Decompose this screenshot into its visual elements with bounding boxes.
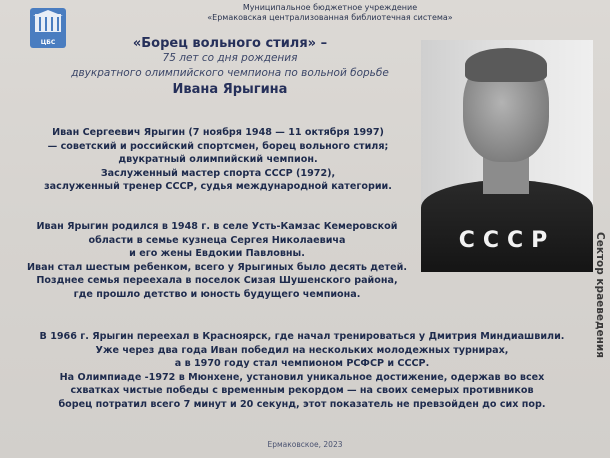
page-title: «Борец вольного стиля» –: [132, 36, 328, 51]
side-label: Сектор краеведения: [594, 232, 606, 358]
footer-text: Ермаковское, 2023: [267, 440, 343, 449]
text-line: Иван стал шестым ребенком, всего у Ярыгиных было десять детей.: [27, 261, 407, 273]
text-line: и его жены Евдокии Павловны.: [129, 248, 305, 260]
logo-column: [45, 17, 47, 31]
text-line: Заслуженный мастер спорта СССР (1972),: [100, 167, 336, 179]
title-block: [60, 36, 400, 97]
text-line: Иван Ярыгин родился в 1948 г. в селе Усть-Камзас Кемеровской: [36, 221, 398, 232]
organization-line-2: «Ермаковская централизованная библиотечная система»: [207, 13, 453, 22]
organization-line-1: Муниципальное бюджетное учреждение: [242, 3, 418, 12]
text-line: заслуженный тренер СССР, судья международной категории.: [44, 181, 392, 193]
text-line: Уже через два года Иван победил на нескольких молодежных турнирах,: [95, 344, 509, 356]
person-name: Ивана Ярыгина: [172, 82, 288, 97]
bio-paragraph-1: [28, 126, 408, 194]
text-line: Позднее семья переехала в поселок Сизая Шушенского района,: [36, 275, 398, 287]
bio-paragraph-2: [12, 220, 422, 302]
photo-hair: [465, 48, 547, 82]
subtitle-description: двукратного олимпийского чемпиона по вольной борьбе: [71, 67, 389, 79]
bio-paragraph-3: [12, 330, 592, 412]
text-line: На Олимпиаде -1972 в Мюнхене, установил уникальное достижение, одержав во всех: [59, 371, 545, 383]
logo-column: [57, 17, 59, 31]
text-line: двукратный олимпийский чемпион.: [118, 154, 318, 166]
portrait-photo: [421, 40, 593, 272]
shirt-lettering: СССР: [458, 228, 556, 253]
logo-column: [51, 17, 53, 31]
text-line: схватках чистые победы с временным рекордом — на своих семерых противников: [70, 385, 534, 397]
text-line: где прошло детство и юность будущего чемпиона.: [73, 288, 361, 300]
text-line: — советский и российский спортсмен, борец вольного стиля;: [47, 140, 389, 152]
text-line: области в семье кузнеца Сергея Николаевича: [88, 234, 346, 246]
subtitle-anniversary: 75 лет со дня рождения: [162, 52, 298, 64]
logo-column: [39, 17, 41, 31]
text-line: Иван Сергеевич Ярыгин (7 ноября 1948 — 11 октября 1997): [52, 127, 384, 138]
text-line: а в 1970 году стал чемпионом РСФСР и СССР.: [174, 358, 430, 370]
text-line: В 1966 г. Ярыгин переехал в Красноярск, где начал тренироваться у Дмитрия Миндиашвили.: [39, 331, 565, 342]
logo-text: ЦБС: [40, 39, 56, 46]
text-line: борец потратил всего 7 минут и 20 секунд, этот показатель не превзойден до сих пор.: [58, 398, 546, 410]
